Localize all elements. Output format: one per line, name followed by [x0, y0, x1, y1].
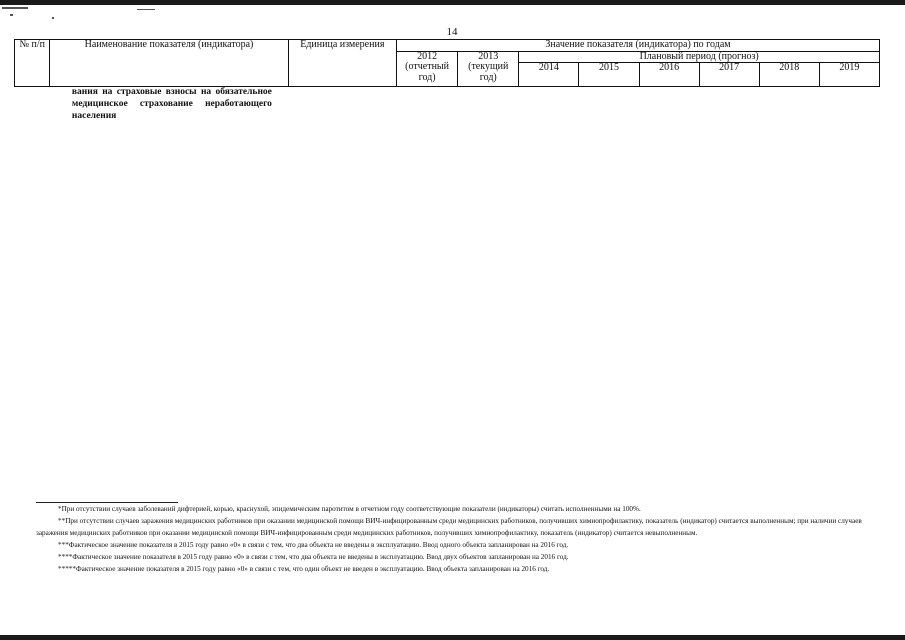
header-values-by-year: Значение показателя (индикатора) по годам	[397, 40, 880, 52]
scan-artifact	[10, 14, 13, 16]
scan-bottom-border	[0, 635, 905, 640]
scan-artifact	[2, 7, 28, 9]
header-number: № п/п	[15, 40, 50, 87]
header-year-2019: 2019	[819, 63, 879, 87]
scan-artifact	[137, 9, 155, 10]
footnote-1: *При отсутствии случаев заболеваний дифтерией, корью, краснухой, эпидемическим паротитом в отчетном году соответствующие показатели (индикаторы) считать исполненными на 100%.	[58, 505, 641, 513]
scan-artifact	[52, 17, 54, 19]
header-year-2017: 2017	[699, 63, 759, 87]
header-year-2012-label: 2012	[417, 50, 438, 62]
cell-continuation	[50, 87, 880, 128]
header-year-2012-note: (отчетный год)	[405, 61, 449, 83]
scan-top-border	[0, 0, 905, 5]
header-year-2013-label: 2013	[478, 50, 499, 62]
page-number: 14	[446, 26, 458, 38]
header-year-2012	[397, 51, 458, 87]
header-year-2015: 2015	[579, 63, 639, 87]
header-year-2013	[458, 51, 519, 87]
footnote-2: **При отсутствии случаев заражения медицинских работников при оказании медицинской помощи ВИЧ-инфицированным среди медицинских работников, получивших химиопрофилактику, показатель (индикатор) считается выполненным; при наличии случаев заражения медицинских работников при оказании медицинской помощи ВИЧ-инфицированным среди медицинских работников, получивших химиопрофилактику, показатель (индикатор) считается невыполненным.	[36, 517, 862, 537]
continuation-text: вания на страховые взносы на обязательное медицинское страхование неработающего населения	[71, 87, 272, 121]
header-planned-period: Плановый период (прогноз)	[519, 51, 880, 63]
footnote-3: ***Фактическое значение показателя в 2015 году равно «0» в связи с тем, что два объекта не введены в эксплуатацию. Ввод одного объекта запланирован на 2016 год.	[58, 541, 569, 549]
header-year-2016: 2016	[639, 63, 699, 87]
header-year-2013-note: (текущий год)	[468, 61, 509, 83]
footnote-4: ****Фактическое значение показателя в 2015 году равно «0» в связи с тем, что два объекта не введены в эксплуатацию. Ввод двух объектов запланирован на 2016 год.	[58, 553, 569, 561]
table-row	[15, 87, 880, 128]
header-indicator-name: Наименование показателя (индикатора)	[50, 40, 288, 87]
footnote-5: *****Фактическое значение показателя в 2015 году равно «0» в связи с тем, что один объект не введен в эксплуатацию. Ввод объекта запланирован на 2016 год.	[58, 565, 550, 573]
cell-number	[15, 87, 50, 128]
header-unit: Единица измерения	[288, 40, 396, 87]
header-year-2014: 2014	[519, 63, 579, 87]
indicators-table	[14, 39, 880, 127]
footnotes	[36, 503, 876, 575]
header-year-2018: 2018	[759, 63, 819, 87]
